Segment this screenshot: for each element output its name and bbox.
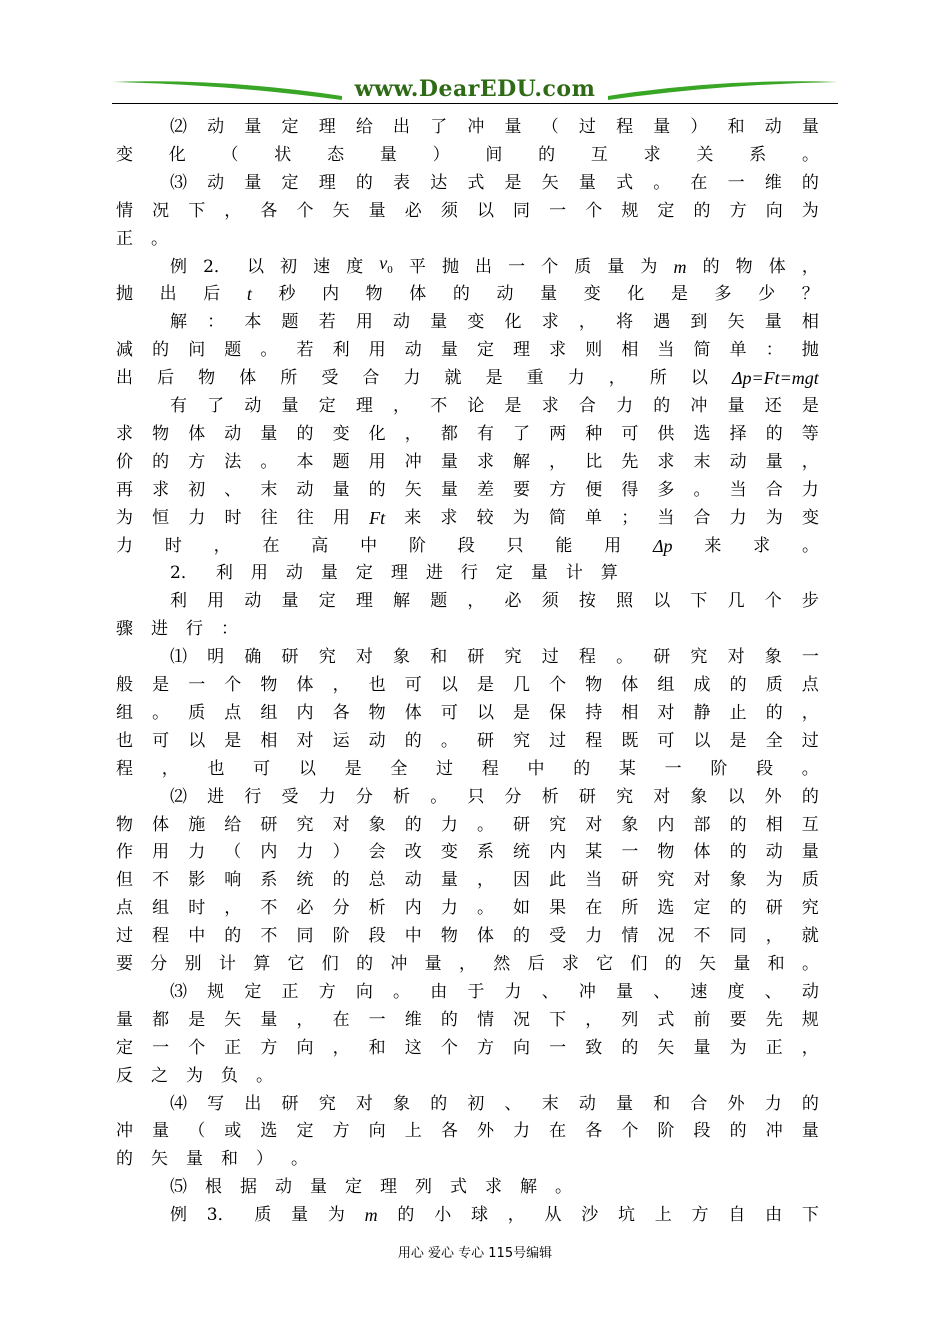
text-line: 再 求 初 、 末 动 量 的 矢 量 差 要 方 便 得 多 。 当 合 力	[116, 479, 819, 500]
text-line: ⑶ 规 定 正 方 向 。 由 于 力 、 冲 量 、 速 度 、 动	[170, 981, 819, 1002]
text-line: 但 不 影 响 系 统 的 总 动 量 ， 因 此 当 研 究 对 象 为 质	[116, 870, 819, 891]
text-line: 例 2． 以 初 速 度 v0 平 抛 出 一 个 质 量 为 m 的 物 体 ，	[170, 253, 819, 277]
site-logo-text: www.DearEDU.com	[354, 76, 596, 102]
text-line: 减 的 问 题 。 若 利 用 动 量 定 理 求 则 相 当 简 单 ： 抛	[116, 340, 819, 361]
text-line: 求 物 体 动 量 的 变 化 ， 都 有 了 两 种 可 供 选 择 的 等	[116, 423, 819, 444]
text-line: 价 的 方 法 。 本 题 用 冲 量 求 解 ， 比 先 求 末 动 量 ，	[116, 451, 819, 472]
text-line: 抛 出 后 t 秒 内 物 体 的 动 量 变 化 是 多 少 ？	[116, 284, 819, 305]
text-line: 作 用 力 （ 内 力 ） 会 改 变 系 统 内 某 一 物 体 的 动 量	[116, 842, 819, 863]
text-line: ⑸ 根 据 动 量 定 理 列 式 求 解 。	[170, 1177, 572, 1198]
text-line: 反 之 为 负 。	[116, 1065, 273, 1086]
text-line: 骤 进 行 ：	[116, 619, 238, 640]
text-line: 般 是 一 个 物 体 ， 也 可 以 是 几 个 物 体 组 成 的 质 点	[116, 675, 819, 695]
text-line: ⑴ 明 确 研 究 对 象 和 研 究 过 程 。 研 究 对 象 一	[170, 647, 819, 668]
text-line: ⑵ 动 量 定 理 给 出 了 冲 量 （ 过 程 量 ） 和 动 量	[170, 117, 819, 137]
text-line: 过 程 中 的 不 同 阶 段 中 物 体 的 受 力 情 况 不 同 ， 就	[116, 926, 819, 947]
text-line: 力 时 ， 在 高 中 阶 段 只 能 用 Δp 来 求 。	[116, 535, 819, 556]
text-line: 利 用 动 量 定 理 解 题 ， 必 须 按 照 以 下 几 个 步	[170, 591, 819, 612]
text-line: 例 3． 质 量 为 m 的 小 球 ， 从 沙 坑 上 方 自 由 下	[170, 1205, 819, 1226]
text-line: 定 一 个 正 方 向 ， 和 这 个 方 向 一 致 的 矢 量 为 正 ，	[116, 1037, 819, 1058]
text-line: 出 后 物 体 所 受 合 力 就 是 重 力 ， 所 以 Δp=Ft=mgt	[116, 368, 819, 389]
text-line: ⑵ 进 行 受 力 分 析 。 只 分 析 研 究 对 象 以 外 的	[170, 786, 819, 807]
text-line: 冲 量 （ 或 选 定 方 向 上 各 外 力 在 各 个 阶 段 的 冲 量	[116, 1121, 819, 1142]
text-line: 量 都 是 矢 量 ， 在 一 维 的 情 况 下 ， 列 式 前 要 先 规	[116, 1009, 819, 1030]
text-line: ⑷ 写 出 研 究 对 象 的 初 、 末 动 量 和 合 外 力 的	[170, 1093, 819, 1114]
text-line: 的 矢 量 和 ） 。	[116, 1149, 308, 1170]
text-line: 为 恒 力 时 往 往 用 Ft 来 求 较 为 简 单 ； 当 合 力 为 变	[116, 507, 819, 528]
text-line: 也 可 以 是 相 对 运 动 的 。 研 究 过 程 既 可 以 是 全 过	[116, 730, 819, 751]
text-line: 有 了 动 量 定 理 ， 不 论 是 求 合 力 的 冲 量 还 是	[170, 396, 819, 416]
text-line: 要 分 别 计 算 它 们 的 冲 量 ， 然 后 求 它 们 的 矢 量 和 。	[116, 954, 819, 974]
text-line: 情 况 下 ， 各 个 矢 量 必 须 以 同 一 个 规 定 的 方 向 为	[116, 200, 819, 221]
text-line: 物 体 施 给 研 究 对 象 的 力 。 研 究 对 象 内 部 的 相 互	[116, 814, 819, 835]
text-line: 变 化 （ 状 态 量 ） 间 的 互 求 关 系 。	[116, 144, 819, 165]
text-line: 程 ， 也 可 以 是 全 过 程 中 的 某 一 阶 段 。	[116, 758, 819, 779]
text-line: ⑶ 动 量 定 理 的 表 达 式 是 矢 量 式 。 在 一 维 的	[170, 172, 819, 193]
text-line: 组 。 质 点 组 内 各 物 体 可 以 是 保 持 相 对 静 止 的 ，	[116, 702, 819, 723]
text-line: 正 。	[116, 228, 168, 249]
text-line: 解 ： 本 题 若 用 动 量 变 化 求 ， 将 遇 到 矢 量 相	[170, 312, 819, 333]
text-line: 2． 利 用 动 量 定 理 进 行 定 量 计 算	[170, 563, 618, 584]
page-footer: 用心 爱心 专心 115号编辑	[397, 1246, 553, 1261]
text-line: 点 组 时 ， 不 必 分 析 内 力 。 如 果 在 所 选 定 的 研 究	[116, 898, 819, 919]
